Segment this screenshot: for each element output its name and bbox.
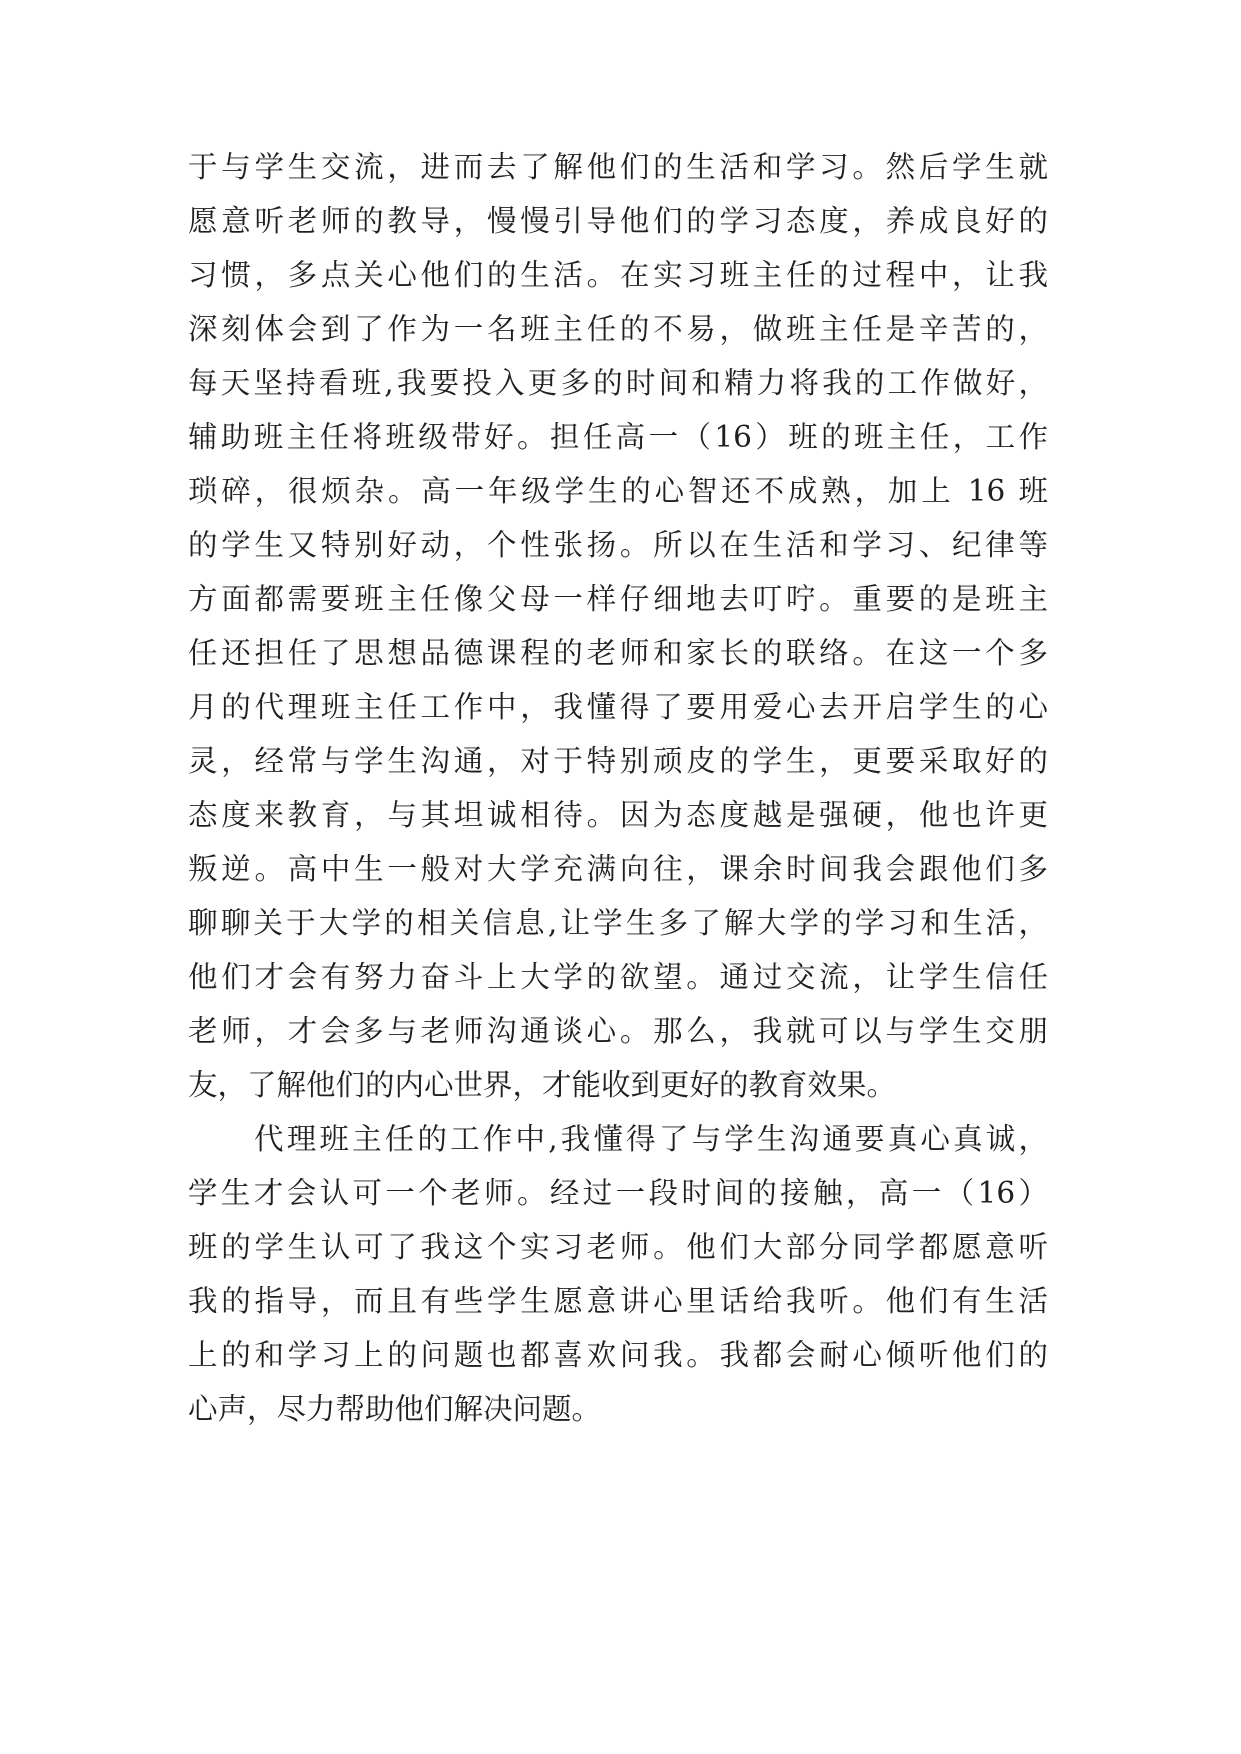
text-line: 叛逆。高中生一般对大学充满向往，课余时间我会跟他们多 <box>188 852 1048 886</box>
text-line: 上的和学习上的问题也都喜欢问我。我都会耐心倾听他们的 <box>188 1338 1048 1372</box>
text-line: 聊聊关于大学的相关信息,让学生多了解大学的学习和生活， <box>188 906 1048 940</box>
text-line: 态度来教育，与其坦诚相待。因为态度越是强硬，他也许更 <box>188 798 1048 832</box>
text-line: 琐碎，很烦杂。高一年级学生的心智还不成熟，加上 16 班 <box>188 474 1048 508</box>
text-line: 辅助班主任将班级带好。担任高一（16）班的班主任，工作 <box>188 420 1048 454</box>
paragraph-end-line: 心声，尽力帮助他们解决问题。 <box>188 1392 602 1426</box>
text-line: 习惯，多点关心他们的生活。在实习班主任的过程中，让我 <box>188 258 1048 292</box>
text-line: 深刻体会到了作为一名班主任的不易，做班主任是辛苦的， <box>188 312 1048 346</box>
text-line: 任还担任了思想品德课程的老师和家长的联络。在这一个多 <box>188 636 1048 670</box>
paragraph-first-line: 代理班主任的工作中,我懂得了与学生沟通要真心真诚， <box>254 1122 1048 1156</box>
text-line: 愿意听老师的教导，慢慢引导他们的学习态度，养成良好的 <box>188 204 1048 238</box>
text-line: 的学生又特别好动，个性张扬。所以在生活和学习、纪律等 <box>188 528 1048 562</box>
text-line: 每天坚持看班,我要投入更多的时间和精力将我的工作做好， <box>188 366 1048 400</box>
text-line: 老师，才会多与老师沟通谈心。那么，我就可以与学生交朋 <box>188 1014 1048 1048</box>
text-line: 班的学生认可了我这个实习老师。他们大部分同学都愿意听 <box>188 1230 1048 1264</box>
text-line: 他们才会有努力奋斗上大学的欲望。通过交流，让学生信任 <box>188 960 1048 994</box>
text-line: 方面都需要班主任像父母一样仔细地去叮咛。重要的是班主 <box>188 582 1048 616</box>
text-line: 月的代理班主任工作中，我懂得了要用爱心去开启学生的心 <box>188 690 1048 724</box>
text-line: 学生才会认可一个老师。经过一段时间的接触，高一（16） <box>188 1176 1048 1210</box>
text-line: 灵，经常与学生沟通，对于特别顽皮的学生，更要采取好的 <box>188 744 1048 778</box>
text-line: 于与学生交流，进而去了解他们的生活和学习。然后学生就 <box>188 150 1048 184</box>
text-line: 我的指导，而且有些学生愿意讲心里话给我听。他们有生活 <box>188 1284 1048 1318</box>
paragraph-end-line: 友，了解他们的内心世界，才能收到更好的教育效果。 <box>188 1068 897 1102</box>
